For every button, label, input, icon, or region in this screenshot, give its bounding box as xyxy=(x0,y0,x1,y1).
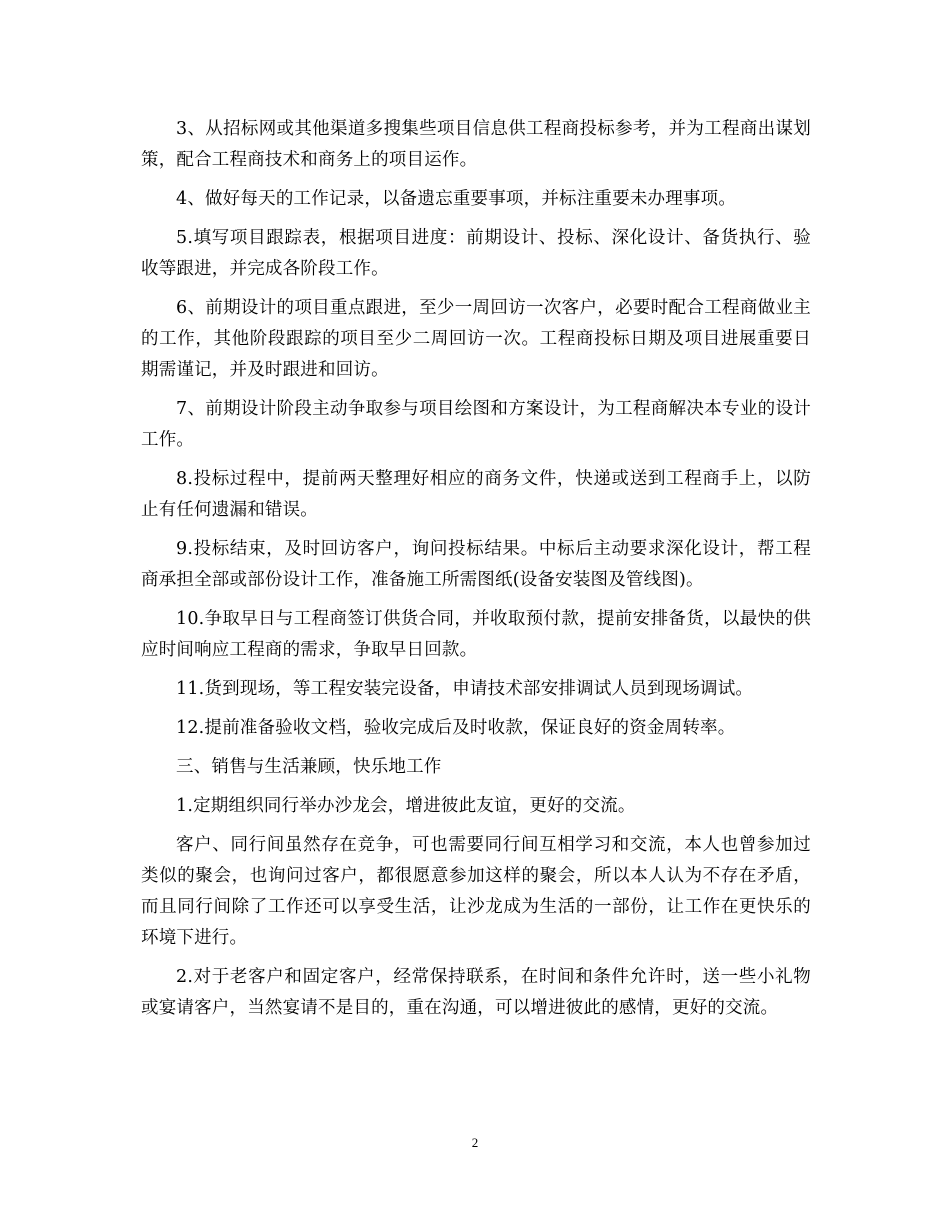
paragraph-2: 4、做好每天的工作记录，以备遗忘重要事项，并标注重要未办理事项。 xyxy=(176,189,737,209)
paragraph-8: 10.争取早日与工程商签订供货合同，并收取预付款，提前安排备货，以最快的供应时间响应工程商的需求，争取早日回款。 xyxy=(141,609,811,660)
paragraph-9: 11.货到现场，等工程安装完设备，申请技术部安排调试人员到现场调试。 xyxy=(176,679,754,699)
section-heading: 三、销售与生活兼顾，快乐地工作 xyxy=(176,757,442,777)
paragraph-1: 3、从招标网或其他渠道多搜集些项目信息供工程商投标参考，并为工程商出谋划策，配合工程商技术和商务上的项目运作。 xyxy=(141,119,811,170)
paragraph-5: 7、前期设计阶段主动争取参与项目绘图和方案设计，为工程商解决本专业的设计工作。 xyxy=(141,399,811,450)
paragraph-12: 1.定期组织同行举办沙龙会，增进彼此友谊，更好的交流。 xyxy=(176,796,636,816)
document-body xyxy=(141,114,811,1032)
paragraph-7: 9.投标结束，及时回访客户，询问投标结果。中标后主动要求深化设计，帮工程商承担全部或部份设计工作，准备施工所需图纸(设备安装图及管线图)。 xyxy=(141,539,811,590)
paragraph-13: 客户、同行间虽然存在竞争，可也需要同行间互相学习和交流，本人也曾参加过类似的聚会，也询问过客户，都很愿意参加这样的聚会，所以本人认为不存在矛盾，而且同行间除了工作还可以享受生活，让沙龙成为生活的一部份，让工作在更快乐的环境下进行。 xyxy=(141,835,811,948)
paragraph-14: 2.对于老客户和固定客户，经常保持联系，在时间和条件允许时，送一些小礼物或宴请客户，当然宴请不是目的，重在沟通，可以增进彼此的感情，更好的交流。 xyxy=(141,967,811,1018)
paragraph-6: 8.投标过程中，提前两天整理好相应的商务文件，快递或送到工程商手上，以防止有任何遗漏和错误。 xyxy=(141,469,811,520)
paragraph-10: 12.提前准备验收文档，验收完成后及时收款，保证良好的资金周转率。 xyxy=(176,718,736,738)
paragraph-3: 5.填写项目跟踪表，根据项目进度：前期设计、投标、深化设计、备货执行、验收等跟进，并完成各阶段工作。 xyxy=(141,228,811,279)
paragraph-4: 6、前期设计的项目重点跟进，至少一周回访一次客户，必要时配合工程商做业主的工作，其他阶段跟踪的项目至少二周回访一次。工程商投标日期及项目进展重要日期需谨记，并及时跟进和回访。 xyxy=(141,298,811,380)
page-number: 2 xyxy=(471,1135,479,1150)
